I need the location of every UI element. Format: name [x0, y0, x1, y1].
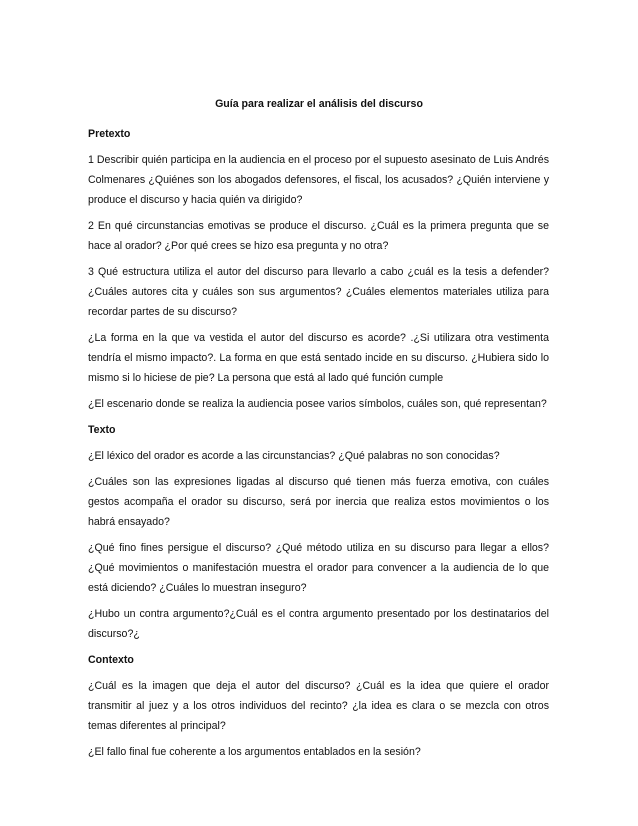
paragraph: ¿Cuáles son las expresiones ligadas al discurso qué tienen más fuerza emotiva, con cuáles gestos acompaña el orador su discurso, será por inercia que realiza estos movimientos o los habrá ensayado? [88, 476, 549, 528]
paragraph: ¿Cuál es la imagen que deja el autor del discurso? ¿Cuál es la idea que quiere el orador transmitir al juez y a los otros individuos del recinto? ¿la idea es clara o se mezcla con otros temas diferentes al principal? [88, 680, 549, 732]
section-contexto [88, 650, 549, 762]
section-texto [88, 420, 549, 644]
paragraph: 2 En qué circunstancias emotivas se produce el discurso. ¿Cuál es la primera pregunta que se hace al orador? ¿Por qué crees se hizo esa pregunta y no otra? [88, 220, 549, 252]
section-heading: Texto [88, 424, 116, 436]
paragraph: ¿El fallo final fue coherente a los argumentos entablados en la sesión? [88, 746, 421, 758]
document-title: Guía para realizar el análisis del discurso [215, 98, 423, 110]
paragraph: ¿El escenario donde se realiza la audiencia posee varios símbolos, cuáles son, qué representan? [88, 398, 547, 410]
section-heading: Contexto [88, 654, 134, 666]
paragraph: 1 Describir quién participa en la audiencia en el proceso por el supuesto asesinato de Luis Andrés Colmenares ¿Quiénes son los abogados defensores, el fiscal, los acusados? ¿Quién interviene y produce el discurso y hacia quién va dirigido? [88, 154, 549, 206]
section-pretexto [88, 124, 549, 414]
paragraph: 3 Qué estructura utiliza el autor del discurso para llevarlo a cabo ¿cuál es la tesis a defender? ¿Cuáles autores cita y cuáles son sus argumentos? ¿Cuáles elementos materiales utiliza para recordar partes de su discurso? [88, 266, 549, 318]
document-body [88, 124, 549, 768]
section-heading: Pretexto [88, 128, 131, 140]
paragraph: ¿La forma en la que va vestida el autor del discurso es acorde? .¿Si utilizara otra vestimenta tendría el mismo impacto?. La forma en que está sentado incide en su discurso. ¿Hubiera sido lo mismo si lo hiciese de pie? La persona que está al lado qué función cumple [88, 332, 549, 384]
paragraph: ¿Hubo un contra argumento?¿Cuál es el contra argumento presentado por los destinatarios del discurso?¿ [88, 608, 549, 640]
paragraph: ¿El léxico del orador es acorde a las circunstancias? ¿Qué palabras no son conocidas? [88, 450, 500, 462]
paragraph: ¿Qué fino fines persigue el discurso? ¿Qué método utiliza en su discurso para llegar a ellos? ¿Qué movimientos o manifestación muestra el orador para convencer a la audiencia de lo que está diciendo? ¿Cuáles lo muestran inseguro? [88, 542, 549, 594]
